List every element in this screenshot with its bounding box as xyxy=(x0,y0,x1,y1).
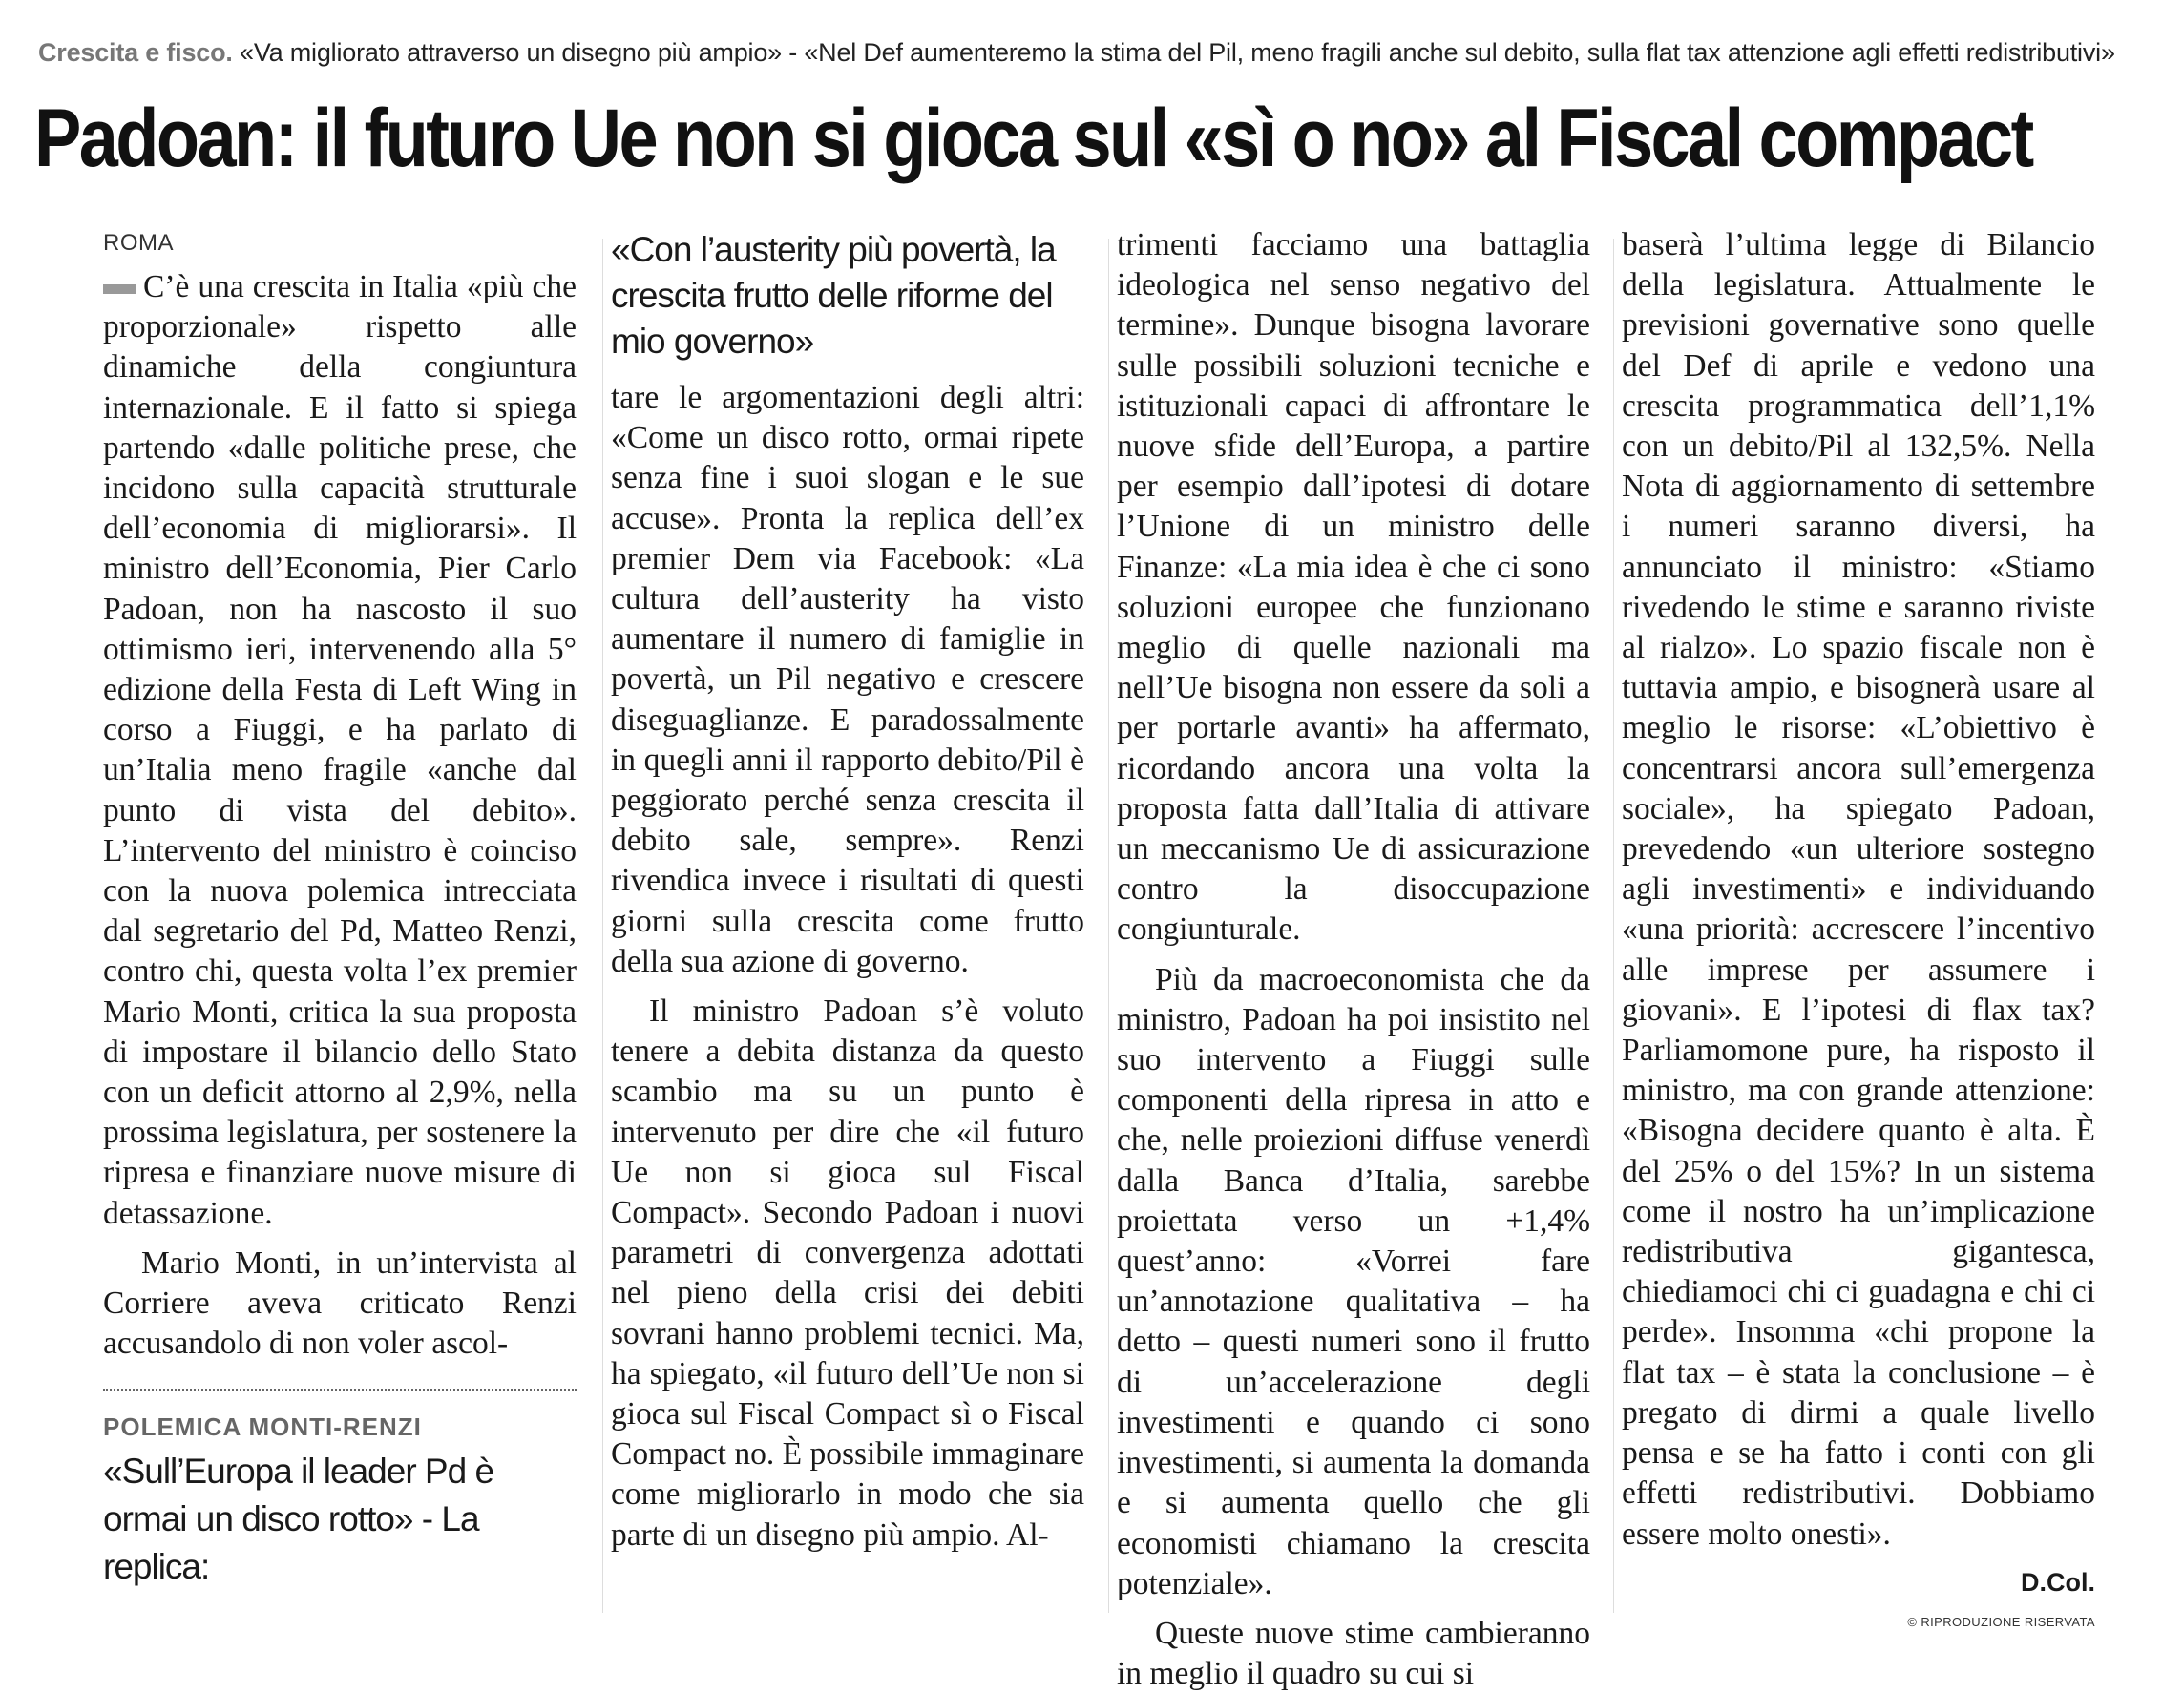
paragraph xyxy=(103,267,577,1234)
column-1 xyxy=(103,229,577,1591)
column-2 xyxy=(611,227,1084,1556)
paragraph: Più da macroeconomista che da ministro, Padoan ha poi insistito nel suo intervento a Fiuggi sulle componenti della ripresa in atto e che, nelle proiezioni diffuse venerdì dalla Banca d’Italia, sarebbe proiettata verso un +1,4% quest’anno: «Vorrei fare un’annotazione qualitativa – ha detto – questi numeri sono il frutto di un’accelerazione degli investimenti e quando ci sono investimenti, si aumenta la domanda e si aumenta quello che gli economisti chiamano la crescita potenziale». xyxy=(1117,961,1590,1601)
column-divider xyxy=(1613,239,1614,1613)
article-body-col2 xyxy=(611,378,1084,1556)
sidebar-kicker: POLEMICA MONTI-RENZI xyxy=(103,1412,422,1442)
pull-quote: «Con l’austerity più povertà, la crescita frutto delle riforme del mio governo» xyxy=(611,230,1056,361)
paragraph: tare le argomentazioni degli altri: «Come un disco rotto, ormai ripete senza fine i suoi slogan e le sue accuse». Pronta la replica dell’ex premier Dem via Facebook: «La cultura dell’austerity ha visto aumentare il numero di famiglie in povertà, un Pil negativo e crescere diseguaglianze. E paradossalmente in quegli anni il rapporto debito/Pil è peggiorato perché senza crescita il debito sale, sempre». Renzi rivendica invece i risultati di questi giorni sulla crescita come frutto della sua azione di governo. xyxy=(611,380,1084,979)
column-divider xyxy=(602,239,603,1613)
copyright-notice: © RIPRODUZIONE RISERVATA xyxy=(1907,1614,2095,1629)
paragraph: Queste nuove stime cambieranno in meglio il quadro su cui si xyxy=(1117,1615,1590,1692)
article-body-col1 xyxy=(103,267,577,1364)
paragraph: Mario Monti, in un’intervista al Corriere aveva criticato Renzi accusandolo di non voler ascol- xyxy=(103,1244,577,1362)
paragraph: trimenti facciamo una battaglia ideologica nel senso negativo del termine». Dunque bisogna lavorare sulle possibili soluzioni tecniche e istituzionali capaci di affrontare le nuove sfide dell’Europa, a partire per esempio dall’ipotesi di dotare l’Unione di un ministro delle Finanze: «La mia idea è che ci sono soluzioni europee che funzionano meglio di quelle nazionali ma nell’Ue bisogna non essere da soli a per portarle avanti» ha affermato, ricordando ancora una volta la proposta fatta dall’Italia di attivare un meccanismo Ue di assicurazione contro la disoccupazione congiunturale. xyxy=(1117,227,1590,948)
paragraph: Il ministro Padoan s’è voluto tenere a debita distanza da questo scambio ma su un punto è intervenuto per dire che «il futuro Ue non si gioca sul Fiscal Compact». Secondo Padoan i nuovi parametri di convergenza adottati nel pieno della crisi dei debiti sovrani hanno problemi tecnici. Ma, ha spiegato, «il futuro dell’Ue non si gioca sul Fiscal Compact sì o Fiscal Compact no. È possibile immaginare come migliorarlo in modo che sia parte di un disegno più ampio. Al- xyxy=(611,993,1084,1553)
kicker-label: Crescita e fisco. xyxy=(38,38,233,67)
paragraph-text: C’è una crescita in Italia «più che proporzionale» rispetto alle dinamiche della congiuntura internazionale. E il fatto si spiega partendo «dalle politiche prese, che incidono sulla capacità strutturale dell’economia di migliorarsi». Il ministro dell’Economia, Pier Carlo Padoan, non ha nascosto il suo ottimismo ieri, intervenendo alla 5° edizione della Festa di Left Wing in corso a Fiuggi, e ha parlato di un’Italia meno fragile «anche dal punto di vista del debito». L’intervento del ministro è coinciso con la nuova polemica intrecciata dal segretario del Pd, Matteo Renzi, contro chi, questa volta l’ex premier Mario Monti, critica la sua proposta di impostare il bilancio dello Stato con un deficit attorno al 2,9%, nella prossima legislatura, per sostenere la ripresa e finanziare nuove misure di detassazione. xyxy=(103,269,577,1231)
dateline: ROMA xyxy=(103,230,174,256)
kicker-text: «Va migliorato attraverso un disegno più ampio» - «Nel Def aumenteremo la stima del Pil, meno fragili anche sul debito, sulla flat tax attenzione agli effetti redistributivi» xyxy=(240,38,2115,67)
paragraph: baserà l’ultima legge di Bilancio della legislatura. Attualmente le previsioni governative sono quelle del Def di aprile e vedono una crescita programmatica dell’1,1% con un debito/Pil al 132,5%. Nella Nota di aggiornamento di settembre i numeri saranno diversi, ha annunciato il ministro: «Stiamo rivedendo le stime e saranno riviste al rialzo». Lo spazio fiscale non è tuttavia ampio, e bisognerà usare al meglio le risorse: «L’obiettivo è concentrarsi ancora sull’emergenza sociale», ha spiegato Padoan, prevedendo «un ulteriore sostegno agli investimenti» e individuando «una priorità: accrescere l’incentivo alle imprese per assumere i giovani». E l’ipotesi di flax tax? Parliamomone pure, ha risposto il ministro, ma con grande attenzione: «Bisogna decidere quanto è alta. È del 25% o del 15%? In un sistema come il nostro ha un’implicazione redistributiva gigantesca, chiediamoci chi ci guadagna e chi ci perde». Insomma «chi propone la flat tax – è stata la conclusione – è pregato di dirmi a quale livello pensa e se ha fatto i conti con gli effetti redistributivi. Dobbiamo essere molto onesti». xyxy=(1622,227,2095,1552)
headline: Padoan: il futuro Ue non si gioca sul «sì o no» al Fiscal compact xyxy=(34,93,2032,184)
lead-bullet-icon xyxy=(103,284,136,294)
article-body-col4 xyxy=(1622,225,2095,1555)
kicker-line xyxy=(38,36,2157,69)
sidebar-quote: «Sull’Europa il leader Pd è ormai un disco rotto» - La replica: xyxy=(103,1452,494,1587)
dotted-separator xyxy=(103,1389,577,1391)
column-3 xyxy=(1117,225,1590,1694)
author-signature: D.Col. xyxy=(2021,1567,2095,1597)
column-4 xyxy=(1622,225,2095,1629)
article-body-col3 xyxy=(1117,225,1590,1694)
column-divider xyxy=(1108,239,1109,1613)
